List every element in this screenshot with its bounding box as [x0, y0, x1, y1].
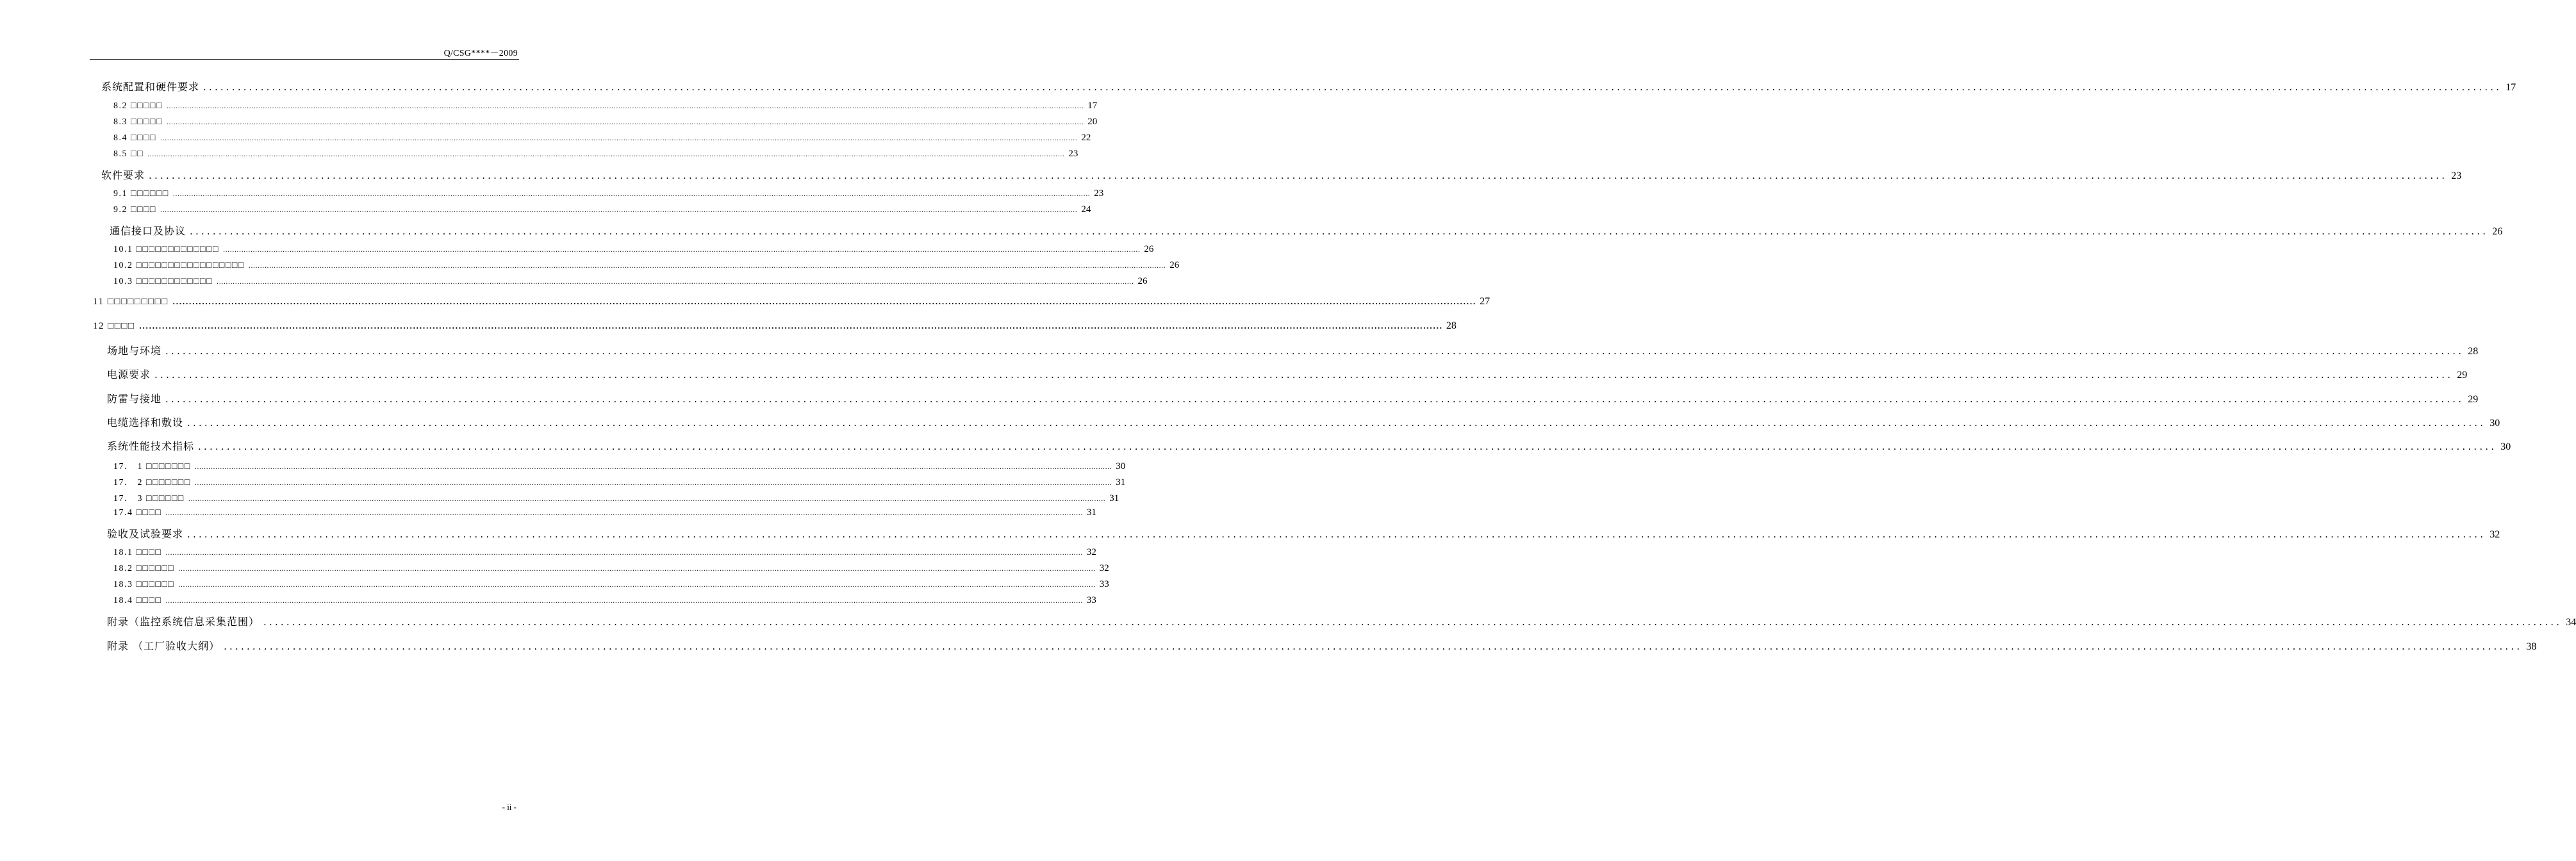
- toc-entry-page-number: 23: [1094, 188, 1104, 199]
- toc-entry-title: 18.4 □□□□: [113, 596, 162, 605]
- toc-entry[interactable]: [113, 260, 1180, 271]
- dot-leader: ................................................................................................................................................................................................................................................................................................................................................................................................................: [224, 641, 2523, 652]
- toc-entry[interactable]: [113, 507, 1096, 518]
- dot-leader: ................................................................................................................................................................................................................................................................................................................................................................................................................: [198, 441, 2497, 452]
- toc-entry-page-number: 28: [1446, 320, 1457, 331]
- toc-entry[interactable]: [113, 133, 1091, 144]
- toc-entry[interactable]: [113, 101, 1098, 111]
- dot-leader: ................................................................................................................................................................................................................................................................................................................................................................................................................: [160, 135, 1078, 142]
- toc-entry-page-number: 31: [1086, 507, 1096, 518]
- toc-entry-title: 11 □□□□□□□□□: [93, 297, 169, 307]
- toc-entry-page-number: 30: [2489, 418, 2500, 429]
- toc-entry-title: 8.5 □□: [113, 149, 144, 159]
- toc-entry[interactable]: [113, 579, 1109, 590]
- toc-entry[interactable]: [107, 614, 2576, 628]
- toc-entry-title: 系统配置和硬件要求: [101, 81, 200, 93]
- toc-entry-title: 18.3 □□□□□□: [113, 580, 175, 589]
- dot-leader: ................................................................................................................................................................................................................................................................................................................................................................................................................: [154, 369, 2454, 381]
- toc-entry-title: 18.2 □□□□□□: [113, 564, 175, 573]
- toc-entry-page-number: 38: [2526, 641, 2537, 652]
- dot-leader: ................................................................................................................................................................................................................................................................................................................................................................................................................: [147, 151, 1065, 158]
- toc-entry-title: 软件要求: [101, 169, 145, 181]
- toc-entry-page-number: 17: [1087, 101, 1098, 111]
- dot-leader: ................................................................................................................................................................................................................................................................................................................................................................................................................: [165, 598, 1083, 605]
- dot-leader: ................................................................................................................................................................................................................................................................................................................................................................................................................: [216, 279, 1134, 286]
- toc-entry[interactable]: [110, 223, 2503, 238]
- dot-leader: ................................................................................................................................................................................................................................................................................................................................................................................................................: [165, 393, 2465, 405]
- toc-entry-page-number: 32: [2489, 529, 2500, 540]
- dot-leader: ................................................................................................................................................................................................................................................................................................................................................................................................................: [178, 566, 1096, 573]
- toc-entry-title: 附录 （工厂验收大纲）: [107, 640, 220, 652]
- toc-entry-page-number: 27: [1480, 296, 1490, 307]
- dot-leader: ................................................................................................................................................................................................................................................................................................................................................................................................................: [166, 103, 1084, 110]
- toc-entry-title: 防雷与接地: [107, 393, 162, 405]
- toc-entry[interactable]: [107, 391, 2479, 406]
- toc-entry-page-number: 23: [1068, 149, 1078, 159]
- toc-entry[interactable]: [107, 366, 2468, 381]
- toc-entry-page-number: 26: [1144, 244, 1154, 254]
- dot-leader: ................................................................................................................................................................................................................................................................................................................................................................................................................: [203, 81, 2502, 93]
- toc-entry[interactable]: [107, 414, 2500, 429]
- dot-leader: ................................................................................................................................................................................................................................................................................................................................................................................................................: [222, 247, 1141, 254]
- dot-leader: ................................................................................................................................................................................................................................................................................................................................................................................................................: [165, 550, 1083, 557]
- toc-entry-page-number: 32: [1099, 563, 1109, 573]
- page-number: - ii -: [502, 802, 516, 812]
- toc-entry-page-number: 28: [2468, 346, 2479, 357]
- toc-entry[interactable]: [107, 438, 2511, 453]
- toc-entry-page-number: 17: [2506, 82, 2516, 93]
- toc-entry[interactable]: [107, 638, 2537, 653]
- dot-leader: ................................................................................................................................................................................................................................................................................................................................................................................................................: [190, 226, 2489, 237]
- toc-entry[interactable]: [113, 563, 1109, 574]
- toc-entry-page-number: 30: [1116, 461, 1126, 472]
- toc-entry[interactable]: [113, 244, 1154, 255]
- toc-entry-page-number: 24: [1081, 204, 1091, 215]
- toc-entry-title: 18.1 □□□□: [113, 548, 162, 557]
- toc-entry-title: 9.2 □□□□: [113, 205, 156, 215]
- dot-leader: ................................................................................................................................................................................................................................................................................................................................................................................................................: [165, 345, 2465, 357]
- dot-leader: ................................................................................................................................................................................................................................................................................................................................................................................................................: [263, 616, 2563, 628]
- toc-entry-page-number: 23: [2451, 170, 2462, 181]
- toc-entry-title: 8.2 □□□□□: [113, 101, 163, 111]
- toc-entry-page-number: 33: [1086, 595, 1096, 605]
- dot-leader: ................................................................................................................................................................................................................................................................................................................................................................................................................: [149, 170, 2448, 181]
- dot-leader: ................................................................................................................................................................................................................................................................................................................................................................................................................: [160, 207, 1078, 214]
- toc-entry-title: 验收及试验要求: [107, 528, 184, 540]
- toc-entry[interactable]: [113, 595, 1096, 606]
- dot-leader: ................................................................................................................................................................................................................................................................................................................................................................................................................: [194, 464, 1112, 471]
- dot-leader: ................................................................................................................................................................................................................................................................................................................................................................................................................: [188, 496, 1106, 503]
- toc-entry-title: 系统性能技术指标: [107, 440, 195, 452]
- dot-leader: ................................................................................................................................................................................................................................................................................................................................................................................................................: [172, 191, 1091, 198]
- toc-entry[interactable]: [101, 167, 2462, 182]
- toc-entry-title: 附录（监控系统信息采集范围）: [107, 616, 260, 628]
- dot-leader: ................................................................................................................................................................................................................................................................................................................................................................................................................: [138, 319, 1442, 331]
- toc-entry-title: 17． 2 □□□□□□□: [113, 478, 191, 488]
- toc-entry[interactable]: [113, 459, 1126, 472]
- toc-entry[interactable]: [113, 204, 1091, 215]
- dot-leader: ................................................................................................................................................................................................................................................................................................................................................................................................................: [165, 510, 1083, 517]
- toc-entry[interactable]: [101, 79, 2516, 94]
- dot-leader: ................................................................................................................................................................................................................................................................................................................................................................................................................: [172, 295, 1476, 307]
- toc-entry-page-number: 26: [1169, 260, 1180, 270]
- toc-entry[interactable]: [113, 188, 1104, 199]
- toc-entry[interactable]: [113, 491, 1119, 504]
- toc-entry-page-number: 31: [1109, 493, 1119, 504]
- dot-leader: ................................................................................................................................................................................................................................................................................................................................................................................................................: [166, 119, 1084, 126]
- document-code: Q/CSG****－2009: [443, 49, 518, 58]
- toc-entry[interactable]: [113, 475, 1126, 488]
- toc-entry-title: 8.3 □□□□□: [113, 117, 163, 127]
- toc-entry-page-number: 29: [2468, 394, 2479, 405]
- toc-entry-title: 9.1 □□□□□□: [113, 189, 169, 199]
- toc-entry-page-number: 33: [1099, 579, 1109, 589]
- toc-entry[interactable]: [107, 526, 2500, 541]
- toc-entry-title: 10.1 □□□□□□□□□□□□□: [113, 245, 219, 254]
- toc-entry-title: 场地与环境: [107, 345, 162, 357]
- toc-entry-title: 17.4 □□□□: [113, 508, 162, 518]
- toc-entry-title: 通信接口及协议: [110, 225, 186, 237]
- toc-entry-page-number: 20: [1087, 117, 1098, 127]
- toc-entry-title: 10.2 □□□□□□□□□□□□□□□□□: [113, 261, 245, 270]
- toc-entry-page-number: 22: [1081, 133, 1091, 143]
- toc-entry-page-number: 26: [2492, 226, 2503, 237]
- dot-leader: ................................................................................................................................................................................................................................................................................................................................................................................................................: [187, 529, 2486, 540]
- toc-entry-page-number: 34: [2566, 617, 2576, 628]
- toc-entry-title: 8.4 □□□□: [113, 133, 156, 143]
- toc-entry[interactable]: [113, 149, 1078, 160]
- toc-entry-title: 12 □□□□: [93, 321, 135, 331]
- toc-entry-title: 电源要求: [107, 368, 151, 381]
- dot-leader: ................................................................................................................................................................................................................................................................................................................................................................................................................: [178, 582, 1096, 589]
- dot-leader: ................................................................................................................................................................................................................................................................................................................................................................................................................: [187, 417, 2486, 429]
- dot-leader: ................................................................................................................................................................................................................................................................................................................................................................................................................: [194, 480, 1112, 487]
- toc-entry[interactable]: [113, 117, 1098, 127]
- toc-entry[interactable]: [107, 343, 2479, 357]
- toc-entry[interactable]: [93, 295, 1490, 308]
- toc-entry-title: 17． 3 □□□□□□: [113, 494, 185, 504]
- dot-leader: ................................................................................................................................................................................................................................................................................................................................................................................................................: [248, 263, 1166, 270]
- toc-entry[interactable]: [113, 547, 1096, 558]
- toc-entry-title: 电缆选择和敷设: [107, 416, 184, 429]
- toc-entry[interactable]: [113, 276, 1148, 287]
- toc-entry-page-number: 26: [1137, 276, 1148, 286]
- toc-entry-title: 17． 1 □□□□□□□: [113, 462, 191, 472]
- toc-entry[interactable]: [93, 319, 1457, 332]
- toc-entry-page-number: 31: [1116, 477, 1126, 488]
- toc-entry-title: 10.3 □□□□□□□□□□□□: [113, 277, 213, 286]
- toc-entry-page-number: 32: [1086, 547, 1096, 557]
- toc-entry-page-number: 30: [2500, 441, 2511, 452]
- toc-entry-page-number: 29: [2457, 370, 2468, 381]
